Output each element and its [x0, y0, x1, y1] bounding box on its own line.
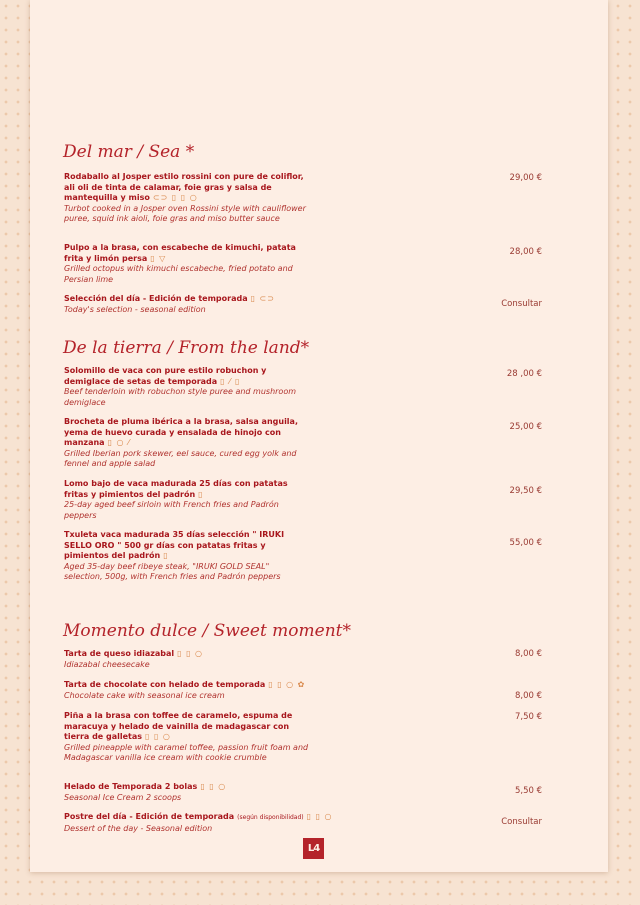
section-title-sea: Del mar / Sea *: [63, 142, 195, 162]
item-description: Today's selection - seasonal edition: [64, 304, 206, 314]
menu-page: [30, 0, 608, 872]
item-name: Helado de Temporada 2 bolas: [64, 782, 198, 791]
item-name: Pulpo a la brasa, con escabeche de kimuchi, patata frita y limón persa: [64, 243, 296, 263]
item-description: Beef tenderloin with robuchon style puree and mushroom demiglace: [64, 387, 297, 407]
menu-item: [64, 172, 309, 225]
item-name: Selección del día - Edición de temporada: [64, 294, 248, 303]
allergen-icons: ▯: [198, 489, 204, 499]
allergen-icons: ▯ ▯ ○: [145, 732, 171, 741]
item-price: 8,00 €: [514, 649, 542, 659]
item-price: 28 ,00 €: [506, 369, 542, 379]
item-name: Rodaballo al Josper estilo rossini con pure de coliflor, ali oli de tinta de calamar, foie gras y salsa de mantequilla y miso: [64, 172, 304, 202]
menu-item: [64, 294, 309, 315]
item-description: Grilled Iberian pork skewer, eel sauce, cured egg yolk and fennel and apple salad: [64, 448, 297, 468]
section-title-sweet: Momento dulce / Sweet moment*: [63, 621, 351, 641]
item-name: Txuleta vaca madurada 35 días selección " IRUKI SELLO ORO " 500 gr días con patatas fritas y pimientos del padrón: [64, 530, 285, 560]
menu-item: [64, 649, 309, 670]
section-title-land: De la tierra / From the land*: [63, 338, 310, 358]
item-price: 55,00 €: [509, 538, 542, 548]
allergen-icons: ▯ ▽: [150, 253, 167, 263]
allergen-icons: ⊂⊃ ▯ ▯ ○: [152, 193, 198, 202]
item-name: Brocheta de pluma ibérica a la brasa, salsa anguila, yema de huevo curada y ensalada de hinojo con manzana: [64, 417, 298, 447]
menu-item: [64, 782, 309, 803]
allergen-icons: ▯ ⊂⊃: [250, 294, 275, 303]
menu-item: [64, 812, 364, 834]
item-name: Lomo bajo de vaca madurada 25 días con patatas fritas y pimientos del padrón: [64, 479, 288, 499]
menu-item: [64, 243, 309, 285]
allergen-icons: ▯ ▯ ○: [306, 812, 333, 821]
menu-item: [64, 530, 309, 583]
item-price: 29,50 €: [509, 486, 542, 496]
allergen-icons: ▯ ○ ⁄: [107, 438, 131, 447]
item-description: Idiazabal cheesecake: [64, 659, 150, 669]
menu-item: [64, 711, 309, 764]
item-description: Grilled pineapple with caramel toffee, passion fruit foam and Madagascar vanilla ice cream with cookie crumble: [64, 742, 309, 762]
restaurant-logo: L4: [303, 838, 324, 859]
item-description: Seasonal Ice Cream 2 scoops: [64, 792, 182, 802]
allergen-icons: ▯ ⁄ ▯: [220, 376, 241, 386]
allergen-icons: ▯ ▯ ○ ✿: [268, 680, 306, 689]
item-description: Aged 35-day beef ribeye steak, "IRUKI GOLD SEAL" selection, 500g, with French fries and Padrón peppers: [64, 561, 281, 581]
item-name: Tarta de queso idiazabal: [64, 649, 175, 658]
item-description: Chocolate cake with seasonal ice cream: [64, 690, 225, 700]
item-price: 28,00 €: [509, 247, 542, 257]
menu-item: [64, 366, 309, 408]
item-price: 25,00 €: [509, 422, 542, 432]
item-price: 7,50 €: [514, 712, 542, 722]
allergen-icons: ▯ ▯ ○: [177, 649, 204, 658]
item-name: Tarta de chocolate con helado de temporada: [64, 680, 266, 689]
item-name: Postre del día - Edición de temporada: [64, 812, 235, 821]
item-description: Turbot cooked in a Josper oven Rossini style with cauliflower puree, squid ink aioli, foie gras and miso butter sauce: [64, 203, 306, 223]
item-price: 5,50 €: [514, 786, 542, 796]
item-description: Grilled octopus with kimuchi escabeche, fried potato and Persian lime: [64, 264, 293, 284]
item-price: 29,00 €: [509, 173, 542, 183]
item-price: 8,00 €: [514, 691, 542, 701]
menu-item: [64, 417, 309, 470]
menu-item: [64, 680, 309, 701]
item-description: 25-day aged beef sirloin with French fries and Padrón peppers: [64, 500, 279, 520]
menu-item: [64, 479, 309, 521]
item-price: Consultar: [501, 299, 542, 309]
item-price: Consultar: [501, 817, 542, 827]
allergen-icons: ▯: [163, 551, 169, 560]
item-name: Solomillo de vaca con pure estilo robuchon y demiglace de setas de temporada: [64, 366, 267, 386]
allergen-icons: ▯ ▯ ○: [200, 782, 227, 791]
item-description: Dessert of the day - Seasonal edition: [64, 823, 213, 833]
item-name: Piña a la brasa con toffee de caramelo, espuma de maracuya y helado de vainilla de madagascar con tierra de galletas: [64, 711, 293, 741]
availability-note: (según disponibilidad): [237, 814, 304, 821]
